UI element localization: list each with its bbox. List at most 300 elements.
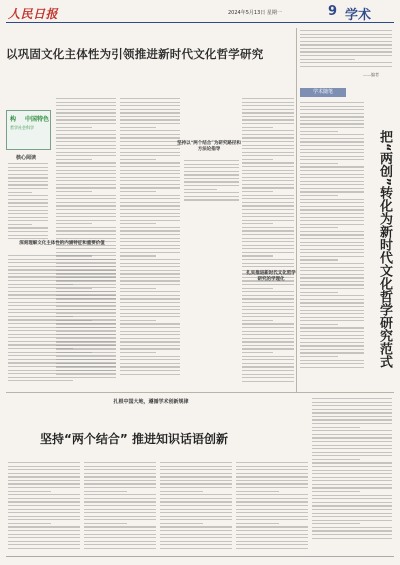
text-line: [160, 509, 232, 510]
text-line: [120, 370, 180, 371]
text-line: [56, 130, 116, 131]
text-line: [300, 62, 392, 63]
text-line: [84, 494, 156, 495]
text-line: [8, 181, 48, 182]
text-line: [120, 159, 156, 160]
text-line: [242, 331, 294, 332]
text-line: [312, 477, 392, 478]
text-line: [300, 267, 364, 268]
text-line: [236, 501, 308, 502]
text-line: [160, 534, 232, 535]
bottom-article-kicker: 扎根中国大地，遵循学术创新规律: [113, 399, 189, 405]
text-line: [8, 280, 116, 281]
masthead: [6, 3, 394, 23]
text-line: [56, 134, 116, 135]
text-line: [242, 359, 294, 360]
text-line: [242, 134, 294, 135]
text-line: [120, 173, 180, 174]
text-line: [300, 102, 364, 103]
text-line: [300, 284, 364, 285]
text-line: [8, 302, 116, 303]
text-line: [300, 177, 364, 178]
text-line: [8, 195, 48, 196]
text-line: [242, 363, 294, 364]
text-line: [312, 430, 392, 431]
text-line: [300, 306, 364, 307]
text-line: [84, 483, 156, 484]
text-line: [56, 234, 116, 235]
text-line: [184, 196, 239, 197]
text-line: [300, 217, 364, 218]
text-line: [300, 335, 364, 336]
text-line: [300, 109, 364, 110]
text-line: [84, 501, 156, 502]
text-line: [236, 473, 308, 474]
text-line: [300, 245, 364, 246]
text-line: [120, 255, 156, 256]
text-line: [242, 155, 294, 156]
body-text-column: [184, 160, 239, 203]
text-line: [120, 248, 180, 249]
text-line: [184, 189, 217, 190]
text-line: [312, 538, 392, 539]
text-line: [242, 241, 294, 242]
text-line: [300, 34, 392, 35]
text-line: [242, 255, 273, 256]
text-line: [236, 534, 308, 535]
text-line: [8, 380, 73, 381]
text-line: [8, 348, 73, 349]
text-line: [120, 341, 180, 342]
text-line: [56, 148, 116, 149]
text-line: [236, 487, 308, 488]
text-line: [8, 480, 80, 481]
text-line: [56, 152, 116, 153]
text-line: [242, 341, 294, 342]
text-line: [120, 238, 180, 239]
text-line: [312, 437, 392, 438]
text-line: [8, 526, 80, 527]
text-line: [312, 509, 392, 510]
text-line: [242, 252, 294, 253]
text-line: [300, 220, 364, 221]
text-line: [300, 37, 392, 38]
text-line: [300, 302, 364, 303]
text-line: [120, 273, 180, 274]
text-line: [120, 220, 180, 221]
text-line: [184, 185, 239, 186]
text-line: [120, 277, 180, 278]
text-line: [8, 206, 48, 207]
text-line: [242, 227, 294, 228]
text-line: [160, 541, 232, 542]
text-line: [120, 209, 180, 210]
lead-article-title: 以巩固文化主体性为引领推进新时代文化哲学研究: [6, 47, 264, 61]
text-line: [184, 174, 239, 175]
text-line: [8, 370, 116, 371]
text-line: [8, 352, 116, 353]
text-line: [312, 502, 392, 503]
text-line: [120, 280, 180, 281]
body-text-column: [242, 98, 294, 384]
text-line: [8, 184, 48, 185]
text-line: [56, 252, 116, 253]
footer-rule: [6, 556, 394, 557]
text-line: [300, 149, 364, 150]
text-line: [242, 184, 294, 185]
text-line: [312, 516, 392, 517]
text-line: [242, 170, 294, 171]
text-line: [120, 284, 180, 285]
sidebar-vertical-title: 把“两创”转化为新时代文化哲学研究范式: [377, 130, 392, 369]
text-line: [8, 305, 116, 306]
text-line: [8, 284, 73, 285]
text-line: [120, 205, 180, 206]
text-line: [300, 352, 364, 353]
text-line: [8, 494, 80, 495]
text-line: [242, 127, 273, 128]
text-line: [242, 313, 294, 314]
text-line: [84, 534, 156, 535]
text-line: [8, 231, 48, 232]
text-line: [236, 476, 308, 477]
text-line: [8, 519, 80, 520]
text-line: [300, 141, 364, 142]
text-line: [236, 494, 308, 495]
text-line: [120, 148, 180, 149]
body-text-column: [8, 462, 80, 551]
text-line: [242, 216, 294, 217]
text-line: [56, 119, 116, 120]
bottom-article-title: 坚持“两个结合” 推进知识话语创新: [40, 432, 228, 446]
text-line: [120, 323, 180, 324]
body-text-column: [236, 462, 308, 551]
text-line: [312, 473, 392, 474]
text-line: [56, 180, 116, 181]
text-line: [242, 109, 294, 110]
text-line: [300, 59, 355, 60]
text-line: [8, 316, 73, 317]
text-line: [300, 238, 364, 239]
text-line: [236, 466, 308, 467]
series-tag: [6, 110, 51, 150]
text-line: [300, 51, 392, 52]
text-line: [56, 116, 116, 117]
text-line: [120, 170, 180, 171]
text-line: [120, 259, 180, 260]
text-line: [242, 102, 294, 103]
text-line: [300, 242, 364, 243]
text-line: [160, 526, 232, 527]
text-line: [160, 505, 232, 506]
bottom-article-header: [6, 398, 296, 405]
text-line: [8, 337, 116, 338]
text-line: [8, 174, 48, 175]
text-line: [242, 356, 294, 357]
text-line: [300, 170, 364, 171]
text-line: [312, 452, 392, 453]
text-line: [56, 213, 116, 214]
text-line: [184, 199, 239, 200]
text-line: [120, 191, 156, 192]
text-line: [84, 523, 127, 524]
text-line: [120, 187, 180, 188]
text-line: [312, 416, 392, 417]
text-line: [84, 491, 127, 492]
text-line: [120, 363, 180, 364]
text-line: [242, 248, 294, 249]
text-line: [300, 113, 364, 114]
text-line: [120, 105, 180, 106]
text-line: [312, 398, 392, 399]
text-line: [8, 227, 48, 228]
text-line: [300, 174, 364, 175]
text-line: [56, 187, 116, 188]
text-line: [8, 487, 80, 488]
text-line: [120, 116, 180, 117]
text-line: [8, 213, 48, 214]
text-line: [56, 127, 92, 128]
text-line: [160, 516, 232, 517]
text-line: [120, 234, 180, 235]
text-line: [242, 334, 294, 335]
text-line: [120, 155, 180, 156]
text-line: [8, 462, 80, 463]
text-line: [120, 102, 180, 103]
text-line: [120, 112, 180, 113]
section-subheading: 坚持以“两个结合”为研究路径和方法论指导: [177, 141, 241, 152]
text-line: [120, 202, 180, 203]
text-line: [242, 220, 294, 221]
text-line: [8, 266, 116, 267]
text-line: [236, 544, 308, 545]
text-line: [8, 491, 51, 492]
text-line: [56, 105, 116, 106]
text-line: [300, 116, 364, 117]
text-line: [8, 177, 48, 178]
text-line: [160, 483, 232, 484]
summary-text-block: [8, 163, 48, 242]
text-line: [120, 98, 180, 99]
text-line: [120, 177, 180, 178]
text-line: [300, 277, 364, 278]
text-line: [8, 541, 80, 542]
text-line: [184, 178, 239, 179]
text-line: [56, 141, 116, 142]
text-line: [312, 423, 392, 424]
text-line: [56, 155, 116, 156]
text-line: [120, 345, 180, 346]
text-line: [242, 291, 294, 292]
text-line: [8, 537, 80, 538]
text-line: [300, 191, 364, 192]
text-line: [120, 180, 180, 181]
summary-label: 核心阅读: [16, 155, 37, 161]
text-line: [300, 349, 364, 350]
text-line: [8, 291, 116, 292]
text-line: [8, 217, 48, 218]
text-line: [300, 331, 364, 332]
text-line: [56, 209, 116, 210]
text-line: [300, 224, 364, 225]
text-line: [120, 313, 180, 314]
text-line: [8, 330, 116, 331]
text-line: [184, 164, 239, 165]
text-line: [8, 466, 80, 467]
text-line: [312, 520, 392, 521]
text-line: [84, 537, 156, 538]
text-line: [236, 537, 308, 538]
text-line: [242, 166, 294, 167]
text-line: [312, 527, 392, 528]
text-line: [300, 317, 364, 318]
text-line: [312, 534, 392, 535]
text-line: [242, 306, 294, 307]
text-line: [242, 348, 294, 349]
text-line: [8, 355, 116, 356]
text-line: [300, 356, 338, 357]
text-line: [236, 483, 308, 484]
text-line: [300, 313, 364, 314]
text-line: [242, 295, 294, 296]
text-line: [8, 170, 48, 171]
text-line: [242, 141, 294, 142]
text-line: [300, 367, 364, 368]
text-line: [312, 412, 392, 413]
text-line: [56, 198, 116, 199]
text-line: [8, 327, 116, 328]
text-line: [300, 234, 364, 235]
text-line: [242, 234, 294, 235]
text-line: [56, 227, 116, 228]
text-line: [160, 512, 232, 513]
text-line: [8, 269, 116, 270]
text-line: [184, 181, 239, 182]
section-subheading: 深刻理解文化主体性的内涵特征和重要价值: [19, 241, 105, 246]
text-line: [184, 160, 239, 161]
text-line: [242, 377, 294, 378]
text-line: [312, 419, 392, 420]
text-line: [120, 127, 156, 128]
text-line: [236, 523, 279, 524]
text-line: [56, 170, 116, 171]
text-line: [84, 526, 156, 527]
text-line: [242, 259, 294, 260]
text-line: [120, 184, 180, 185]
text-line: [160, 544, 232, 545]
body-text-column: [84, 462, 156, 551]
text-line: [84, 541, 156, 542]
text-line: [120, 230, 180, 231]
text-line: [242, 130, 294, 131]
text-line: [120, 356, 180, 357]
text-line: [300, 163, 338, 164]
text-line: [242, 298, 294, 299]
text-line: [120, 213, 180, 214]
text-line: [8, 235, 48, 236]
text-line: [242, 238, 294, 239]
text-line: [242, 162, 294, 163]
body-text-column: [160, 462, 232, 551]
series-tag-title: 中国特色: [25, 116, 50, 123]
text-line: [120, 288, 156, 289]
text-line: [242, 327, 294, 328]
text-line: [242, 381, 294, 382]
text-line: [300, 345, 364, 346]
text-line: [242, 137, 294, 138]
text-line: [120, 227, 180, 228]
text-line: [300, 55, 392, 56]
text-line: [8, 309, 116, 310]
text-line: [84, 505, 156, 506]
text-line: [236, 516, 308, 517]
text-line: [56, 137, 116, 138]
series-tag-char: 构: [10, 116, 17, 123]
text-line: [300, 227, 338, 228]
text-line: [120, 241, 180, 242]
text-line: [120, 166, 180, 167]
text-line: [8, 476, 80, 477]
text-line: [120, 316, 180, 317]
text-line: [120, 141, 180, 142]
text-line: [236, 512, 308, 513]
text-line: [120, 320, 156, 321]
text-line: [84, 469, 156, 470]
text-line: [8, 220, 48, 221]
section-name: 学术: [345, 8, 372, 23]
text-line: [242, 119, 294, 120]
text-line: [312, 462, 392, 463]
text-line: [242, 302, 294, 303]
text-line: [8, 202, 48, 203]
lead-article-header: [6, 46, 296, 62]
text-line: [300, 127, 364, 128]
text-line: [8, 473, 80, 474]
text-line: [120, 109, 180, 110]
text-line: [300, 310, 364, 311]
text-line: [312, 441, 392, 442]
intro-text-block: [300, 30, 392, 69]
text-line: [300, 338, 364, 339]
text-line: [242, 352, 273, 353]
text-line: [300, 324, 338, 325]
text-line: [300, 134, 364, 135]
text-line: [8, 498, 80, 499]
text-line: [184, 171, 239, 172]
text-line: [8, 287, 116, 288]
text-line: [84, 530, 156, 531]
text-line: [300, 281, 364, 282]
text-line: [84, 466, 156, 467]
text-line: [120, 119, 180, 120]
text-line: [242, 245, 294, 246]
text-line: [242, 309, 294, 310]
text-line: [242, 316, 294, 317]
text-line: [300, 145, 364, 146]
text-line: [8, 334, 116, 335]
text-line: [56, 195, 116, 196]
text-line: [300, 120, 364, 121]
text-line: [242, 205, 294, 206]
text-line: [120, 359, 180, 360]
text-line: [160, 537, 232, 538]
issue-date: 2024年5月13日 星期一: [228, 10, 282, 16]
text-line: [8, 188, 48, 189]
text-line: [300, 206, 364, 207]
text-line: [120, 374, 180, 375]
text-line: [160, 498, 232, 499]
text-line: [120, 331, 180, 332]
